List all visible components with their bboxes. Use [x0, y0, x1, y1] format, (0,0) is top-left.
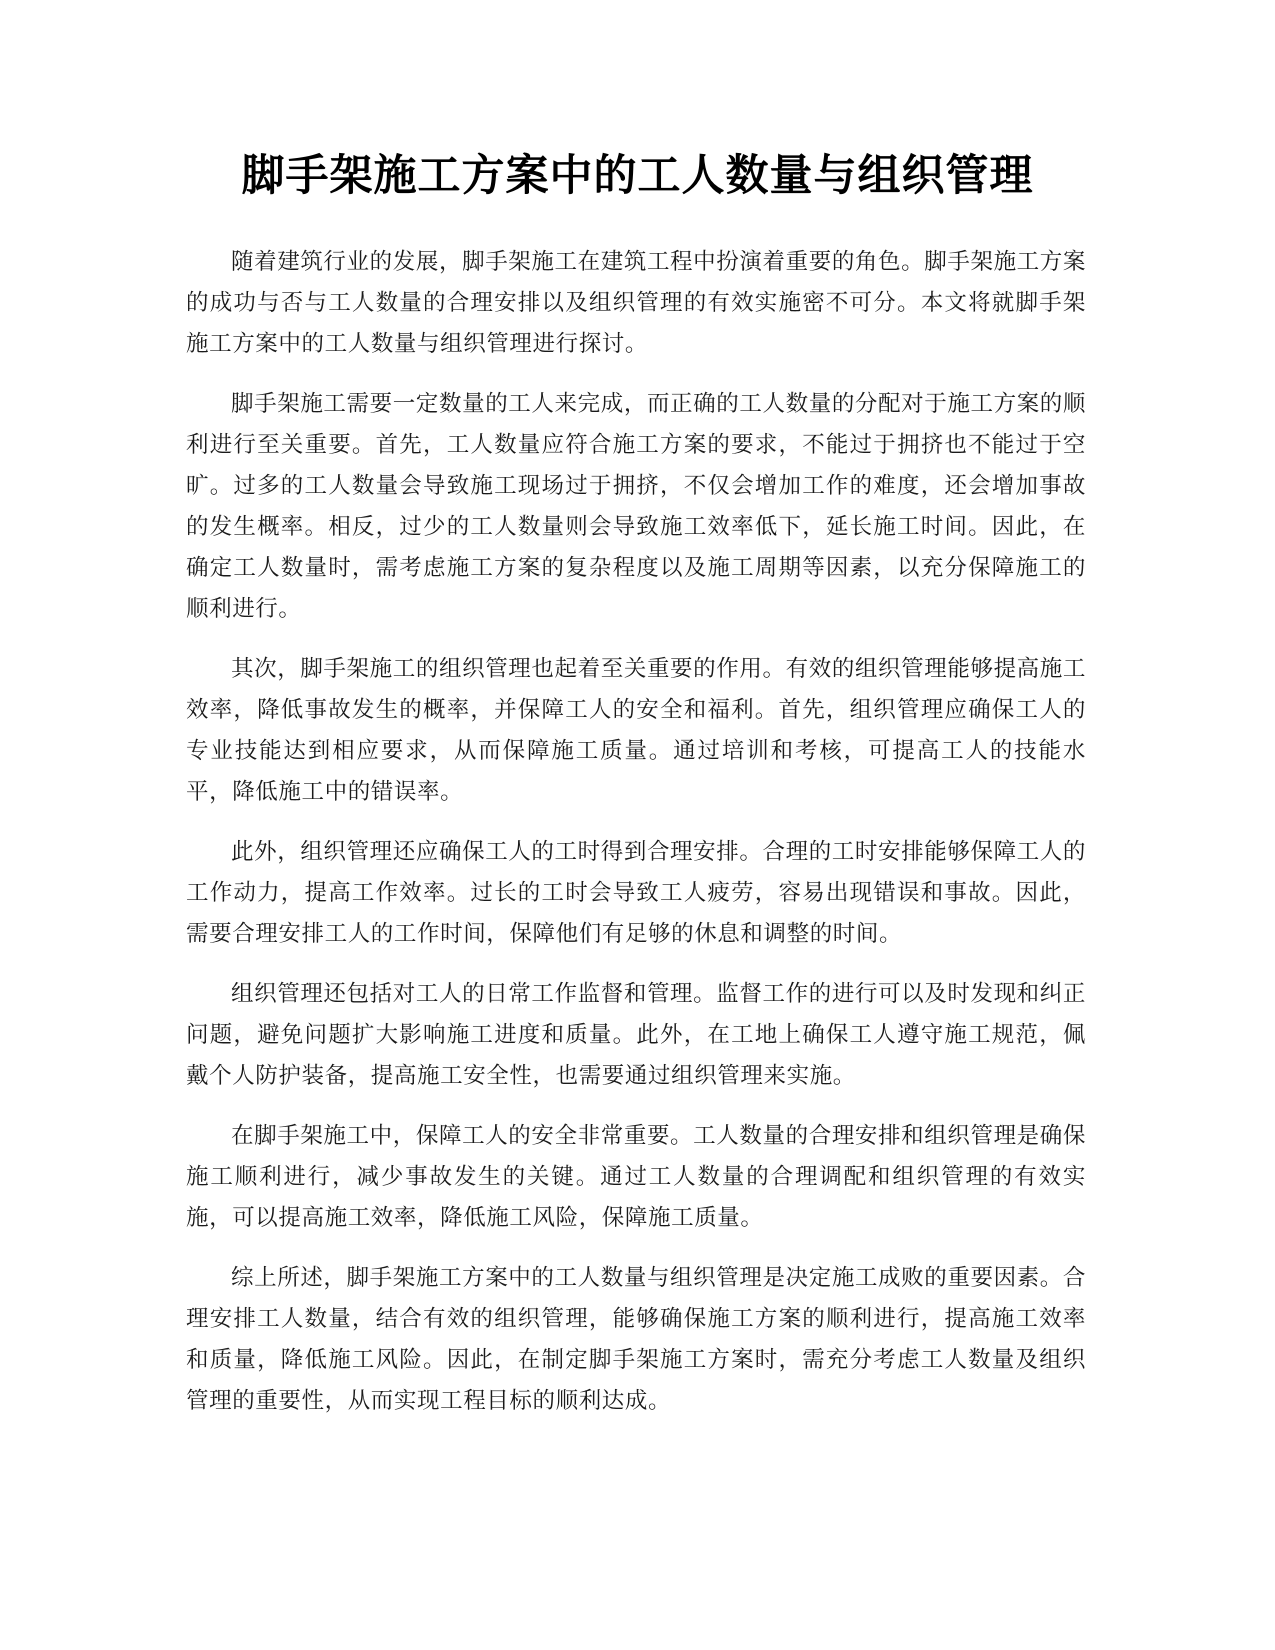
paragraph-safety: 在脚手架施工中，保障工人的安全非常重要。工人数量的合理安排和组织管理是确保施工顺利进行，减少事故发生的关键。通过工人数量的合理调配和组织管理的有效实施，可以提高施工效率，降低施工风险，保障施工质量。: [186, 1123, 1086, 1231]
paragraph-conclusion: 综上所述，脚手架施工方案中的工人数量与组织管理是决定施工成败的重要因素。合理安排工人数量，结合有效的组织管理，能够确保施工方案的顺利进行，提高施工效率和质量，降低施工风险。因此，在制定脚手架施工方案时，需充分考虑工人数量及组织管理的重要性，从而实现工程目标的顺利达成。: [186, 1265, 1086, 1414]
paragraph-working-hours: 此外，组织管理还应确保工人的工时得到合理安排。合理的工时安排能够保障工人的工作动力，提高工作效率。过长的工时会导致工人疲劳，容易出现错误和事故。因此，需要合理安排工人的工作时间，保障他们有足够的休息和调整的时间。: [186, 839, 1086, 947]
document-body: [186, 242, 1086, 1441]
paragraph-supervision: 组织管理还包括对工人的日常工作监督和管理。监督工作的进行可以及时发现和纠正问题，避免问题扩大影响施工进度和质量。此外，在工地上确保工人遵守施工规范，佩戴个人防护装备，提高施工安全性，也需要通过组织管理来实施。: [186, 981, 1086, 1089]
document-title: 脚手架施工方案中的工人数量与组织管理: [241, 151, 1034, 201]
paragraph-organization-management: 其次，脚手架施工的组织管理也起着至关重要的作用。有效的组织管理能够提高施工效率，降低事故发生的概率，并保障工人的安全和福利。首先，组织管理应确保工人的专业技能达到相应要求，从而保障施工质量。通过培训和考核，可提高工人的技能水平，降低施工中的错误率。: [186, 656, 1086, 805]
paragraph-worker-quantity: 脚手架施工需要一定数量的工人来完成，而正确的工人数量的分配对于施工方案的顺利进行至关重要。首先，工人数量应符合施工方案的要求，不能过于拥挤也不能过于空旷。过多的工人数量会导致施工现场过于拥挤，不仅会增加工作的难度，还会增加事故的发生概率。相反，过少的工人数量则会导致施工效率低下，延长施工时间。因此，在确定工人数量时，需考虑施工方案的复杂程度以及施工周期等因素，以充分保障施工的顺利进行。: [186, 391, 1086, 622]
paragraph-intro: 随着建筑行业的发展，脚手架施工在建筑工程中扮演着重要的角色。脚手架施工方案的成功与否与工人数量的合理安排以及组织管理的有效实施密不可分。本文将就脚手架施工方案中的工人数量与组织管理进行探讨。: [186, 249, 1086, 357]
